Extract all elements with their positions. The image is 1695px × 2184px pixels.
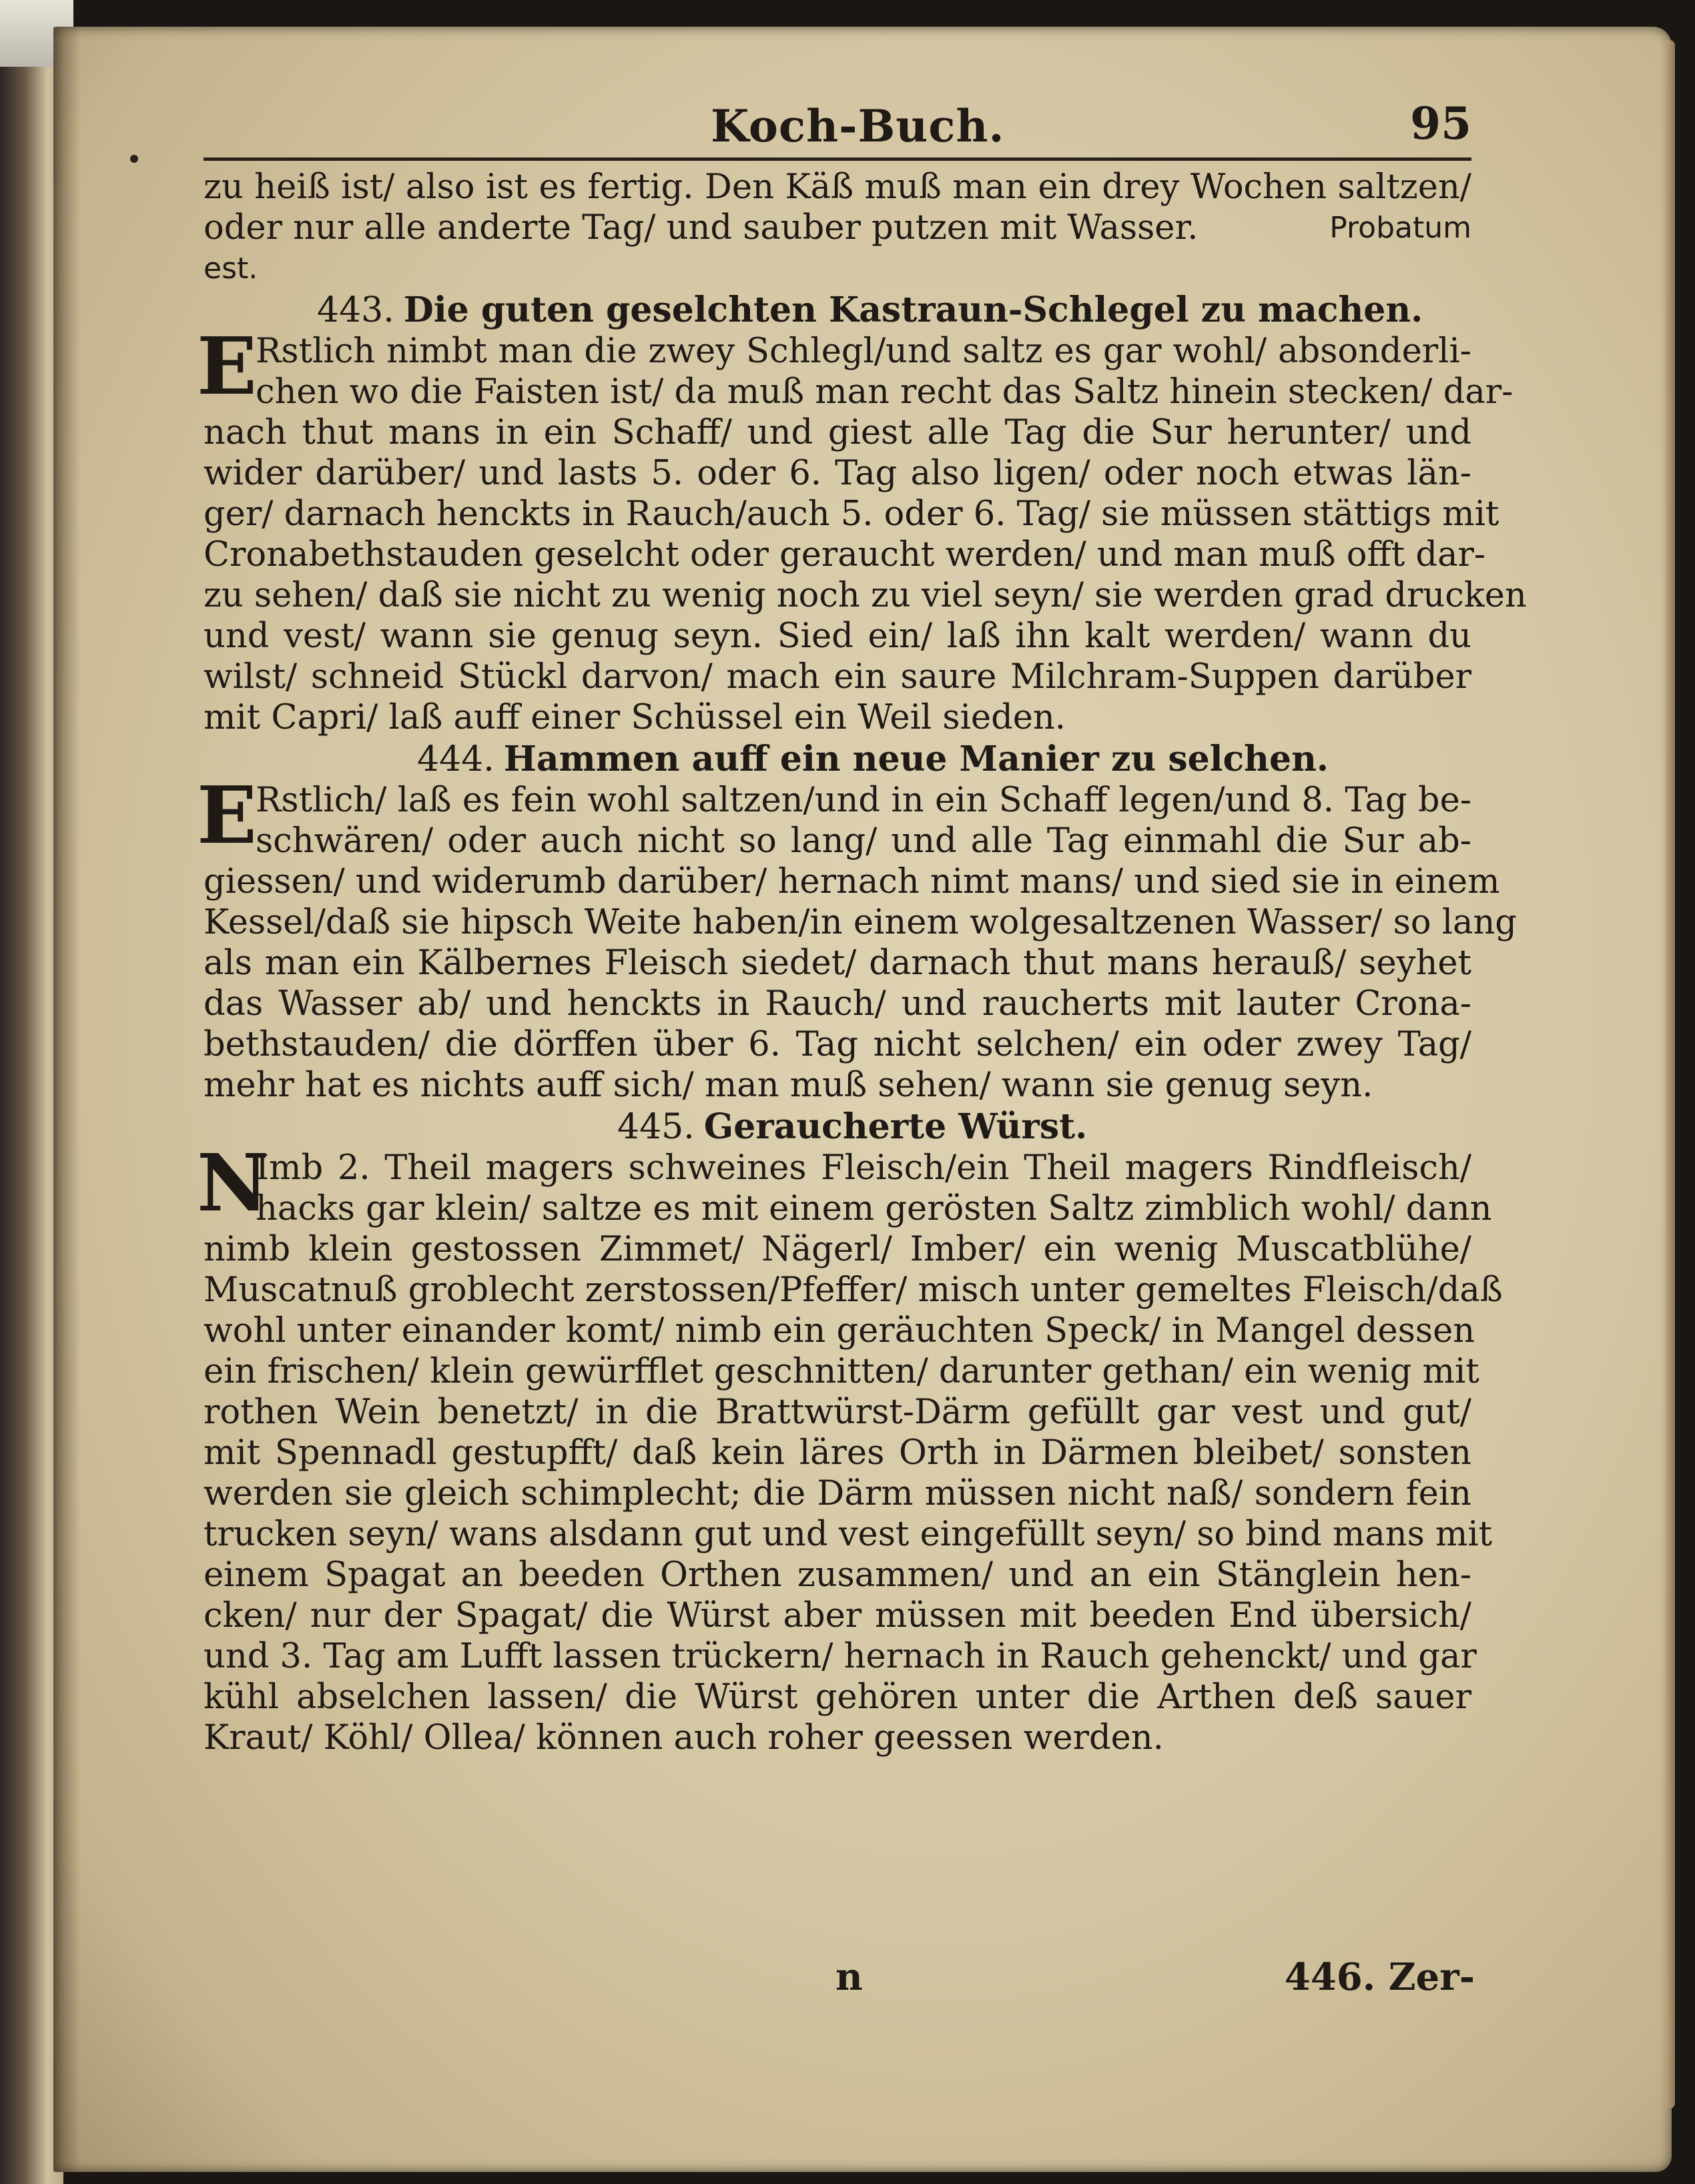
recipe-title: Hammen auff ein neue Manier zu selchen. <box>503 739 1329 779</box>
recipe-title: Die guten geselchten Kastraun-Schlegel zu machen. <box>403 290 1423 330</box>
text-line: wohl unter einander komt/ nimb ein geräuchten Speck/ in Mangel dessen <box>204 1311 1475 1351</box>
text-line: bethstauden/ die dörffen über 6. Tag nicht selchen/ ein oder zwey Tag/ <box>204 1025 1471 1064</box>
text-line: nach thut mans in ein Schaff/ und giest alle Tag die Sur herunter/ und <box>204 413 1471 452</box>
text-line: ger/ darnach henckts in Rauch/auch 5. oder 6. Tag/ sie müssen stättigs mit <box>204 494 1499 534</box>
text-line: chen wo die Faisten ist/ da muß man recht das Saltz hinein stecken/ dar- <box>256 372 1513 412</box>
text-line: zu sehen/ daß sie nicht zu wenig noch zu viel seyn/ sie werden grad drucken <box>204 576 1527 615</box>
drop-cap: N <box>197 1136 269 1229</box>
text-line: mehr hat es nichts auff sich/ man muß sehen/ wann sie genug seyn. <box>204 1066 1373 1105</box>
text-line: wilst/ schneid Stückl darvon/ mach ein saure Milchram-Suppen darüber <box>204 657 1471 697</box>
page-number: 95 <box>1410 97 1471 149</box>
page-edge <box>1666 40 1675 2109</box>
text-line: Muscatnuß groblecht zerstossen/Pfeffer/ misch unter gemeltes Fleisch/daß <box>204 1270 1503 1310</box>
text-line: ein frischen/ klein gewürfflet geschnitten/ darunter gethan/ ein wenig mit <box>204 1352 1479 1391</box>
text-span: Rstlich nimbt man die zwey Schlegl/und saltz es gar wohl/ absonderli- <box>256 332 1471 371</box>
text-line: wider darüber/ und lasts 5. oder 6. Tag also ligen/ oder noch etwas län- <box>204 454 1471 493</box>
text-line: zu heiß ist/ also ist es fertig. Den Käß muß man ein drey Wochen saltzen/ <box>204 167 1471 207</box>
page-body <box>197 167 1527 1758</box>
ink-spot <box>130 155 138 163</box>
text-line: nimb klein gestossen Zimmet/ Nägerl/ Imber/ ein wenig Muscatblühe/ <box>204 1230 1471 1269</box>
text-line <box>204 208 1471 248</box>
text-line: Kessel/daß sie hipsch Weite haben/in einem wolgesaltzenen Wasser/ so lang <box>204 903 1517 942</box>
catchword: 446. Zer- <box>1284 1955 1475 1999</box>
text-line: schwären/ oder auch nicht so lang/ und alle Tag einmahl die Sur ab- <box>256 821 1471 861</box>
text-line: einem Spagat an beeden Orthen zusammen/ und an ein Stänglein hen- <box>204 1555 1471 1595</box>
text-line: werden sie gleich schimplecht; die Därm müssen nicht naß/ sondern fein <box>204 1474 1471 1513</box>
text-line: rothen Wein benetzt/ in die Brattwürst-Därm gefüllt gar vest und gut/ <box>204 1393 1471 1432</box>
recipe-number: 445. <box>617 1107 695 1147</box>
text-line: Cronabethstauden geselcht oder geraucht werden/ und man muß offt dar- <box>204 535 1486 575</box>
text-span: Rstlich/ laß es fein wohl saltzen/und in ein Schaff legen/und 8. Tag be- <box>256 781 1471 820</box>
signature-mark: n <box>835 1955 863 1999</box>
text-line: als man ein Kälbernes Fleisch siedet/ darnach thut mans herauß/ seyhet <box>204 944 1471 983</box>
drop-cap: E <box>197 320 257 412</box>
text-line: das Wasser ab/ und henckts in Rauch/ und raucherts mit lauter Crona- <box>204 984 1471 1024</box>
recipe-number: 444. <box>417 739 494 779</box>
page-gutter-shadow <box>53 27 80 2172</box>
text-span: Imb 2. Theil magers schweines Fleisch/ein Theil magers Rindfleisch/ <box>256 1148 1471 1188</box>
recipe-heading-443 <box>204 289 1471 331</box>
text-line: cken/ nur der Spagat/ die Würst aber müssen mit beeden End übersich/ <box>204 1596 1471 1635</box>
text-line: Kraut/ Köhl/ Ollea/ können auch roher geessen werden. <box>204 1718 1164 1758</box>
text-span: oder nur alle anderte Tag/ und sauber putzen mit Wasser. <box>204 208 1199 248</box>
running-title: Koch-Buch. <box>711 100 1005 152</box>
text-line: trucken seyn/ wans alsdann gut und vest eingefüllt seyn/ so bind mans mit <box>204 1515 1493 1554</box>
recipe-number: 443. <box>317 290 394 330</box>
latin-text: Probatum <box>1329 211 1471 245</box>
latin-text: est. <box>204 252 258 286</box>
recipe-heading-445 <box>204 1106 1471 1148</box>
drop-cap: E <box>197 769 257 861</box>
recipe-title: Geraucherte Würst. <box>703 1106 1088 1147</box>
header-rule <box>204 157 1471 161</box>
text-line: hacks gar klein/ saltze es mit einem gerösten Saltz zimblich wohl/ dann <box>256 1189 1492 1228</box>
page-header <box>204 97 1471 152</box>
text-line: und 3. Tag am Lufft lassen trückern/ hernach in Rauch gehenckt/ und gar <box>204 1637 1477 1676</box>
text-line: kühl abselchen lassen/ die Würst gehören unter die Arthen deß sauer <box>204 1678 1471 1717</box>
text-line: und vest/ wann sie genug seyn. Sied ein/ laß ihn kalt werden/ wann du <box>204 617 1471 656</box>
recipe-heading-444 <box>204 738 1471 780</box>
text-line: mit Capri/ laß auff einer Schüssel ein Weil sieden. <box>204 698 1066 737</box>
text-line: mit Spennadl gestupfft/ daß kein läres Orth in Därmen bleibet/ sonsten <box>204 1433 1471 1473</box>
text-line: giessen/ und widerumb darüber/ hernach nimt mans/ und sied sie in einem <box>204 862 1500 901</box>
